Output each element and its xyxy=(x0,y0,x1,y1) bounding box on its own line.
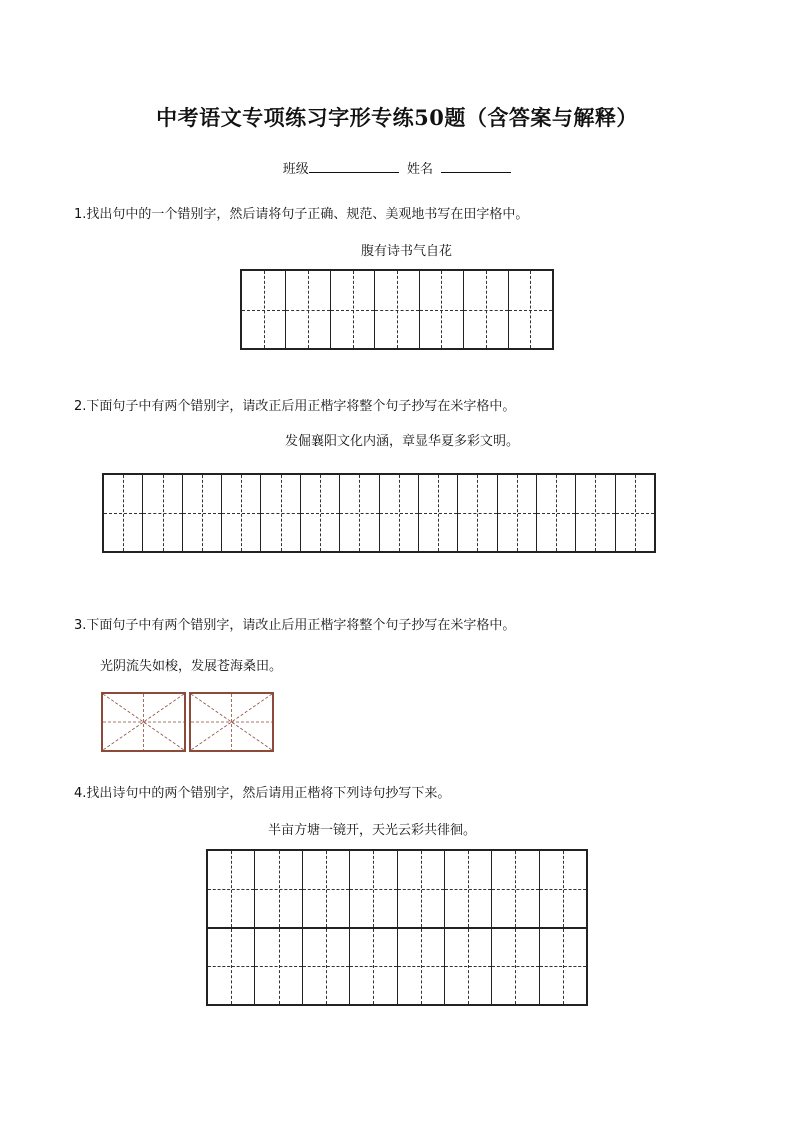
question-3-prompt: 3.下面句子中有两个错别字，请改止后用正楷字将整个句子抄写在米字格中。 xyxy=(74,618,516,633)
question-1-prompt: 1.找出句中的一个错别字，然后请将句子正确、规范、美观地书写在田字格中。 xyxy=(74,207,529,222)
tian-cell[interactable] xyxy=(183,475,222,551)
page-title: 中考语文专项练习字形专练50题（含答案与解释） xyxy=(156,105,638,130)
tian-grid-2[interactable] xyxy=(102,473,656,553)
tian-cell[interactable] xyxy=(340,475,379,551)
question-4-prompt: 4.找出诗句中的两个错别字，然后请用正楷将下列诗句抄写下来。 xyxy=(74,786,451,801)
mi-grid-3 xyxy=(101,692,274,752)
question-1-sentence: 腹有诗书气自花 xyxy=(361,244,453,259)
question-3-sentence: 光阴流失如梭，发展苍海桑田。 xyxy=(100,659,283,674)
grid-row xyxy=(242,271,552,348)
tian-cell[interactable] xyxy=(445,929,492,1005)
tian-cell[interactable] xyxy=(301,475,340,551)
tian-cell[interactable] xyxy=(350,851,397,927)
tian-cell[interactable] xyxy=(576,475,615,551)
grid-row xyxy=(208,927,586,1005)
tian-cell[interactable] xyxy=(375,271,419,348)
tian-cell[interactable] xyxy=(419,475,458,551)
tian-grid-4[interactable] xyxy=(206,849,588,1006)
tian-cell[interactable] xyxy=(445,851,492,927)
tian-cell[interactable] xyxy=(208,851,255,927)
mi-cell[interactable] xyxy=(189,692,274,752)
name-blank[interactable] xyxy=(441,159,511,173)
tian-cell[interactable] xyxy=(540,851,586,927)
tian-cell[interactable] xyxy=(492,929,539,1005)
tian-cell[interactable] xyxy=(261,475,300,551)
tian-cell[interactable] xyxy=(420,271,464,348)
student-info-line xyxy=(0,158,794,177)
tian-cell[interactable] xyxy=(509,271,552,348)
tian-cell[interactable] xyxy=(398,851,445,927)
tian-cell[interactable] xyxy=(104,475,143,551)
tian-cell[interactable] xyxy=(255,851,302,927)
tian-cell[interactable] xyxy=(303,851,350,927)
tian-cell[interactable] xyxy=(616,475,654,551)
tian-cell[interactable] xyxy=(350,929,397,1005)
tian-cell[interactable] xyxy=(540,929,586,1005)
tian-cell[interactable] xyxy=(380,475,419,551)
tian-cell[interactable] xyxy=(398,929,445,1005)
grid-row xyxy=(208,851,586,927)
tian-cell[interactable] xyxy=(458,475,497,551)
tian-cell[interactable] xyxy=(286,271,330,348)
tian-cell[interactable] xyxy=(222,475,261,551)
question-2-sentence: 发倔襄阳文化内涵，章显华夏多彩文明。 xyxy=(285,434,520,449)
tian-cell[interactable] xyxy=(537,475,576,551)
question-2-prompt: 2.下面句子中有两个错别字，请改正后用正楷字将整个句子抄写在米字格中。 xyxy=(74,399,516,414)
tian-cell[interactable] xyxy=(331,271,375,348)
tian-cell[interactable] xyxy=(492,851,539,927)
question-4-sentence: 半亩方塘一镜开，天光云彩共徘徊。 xyxy=(268,823,477,838)
tian-grid-1[interactable] xyxy=(240,269,554,350)
class-blank[interactable] xyxy=(309,159,399,173)
tian-cell[interactable] xyxy=(498,475,537,551)
tian-cell[interactable] xyxy=(303,929,350,1005)
mi-cell[interactable] xyxy=(101,692,186,752)
tian-cell[interactable] xyxy=(242,271,286,348)
tian-cell[interactable] xyxy=(143,475,182,551)
tian-cell[interactable] xyxy=(464,271,508,348)
class-label: 班级 xyxy=(282,162,309,177)
grid-row xyxy=(104,475,654,551)
name-label: 姓名 xyxy=(407,162,434,177)
tian-cell[interactable] xyxy=(208,929,255,1005)
tian-cell[interactable] xyxy=(255,929,302,1005)
